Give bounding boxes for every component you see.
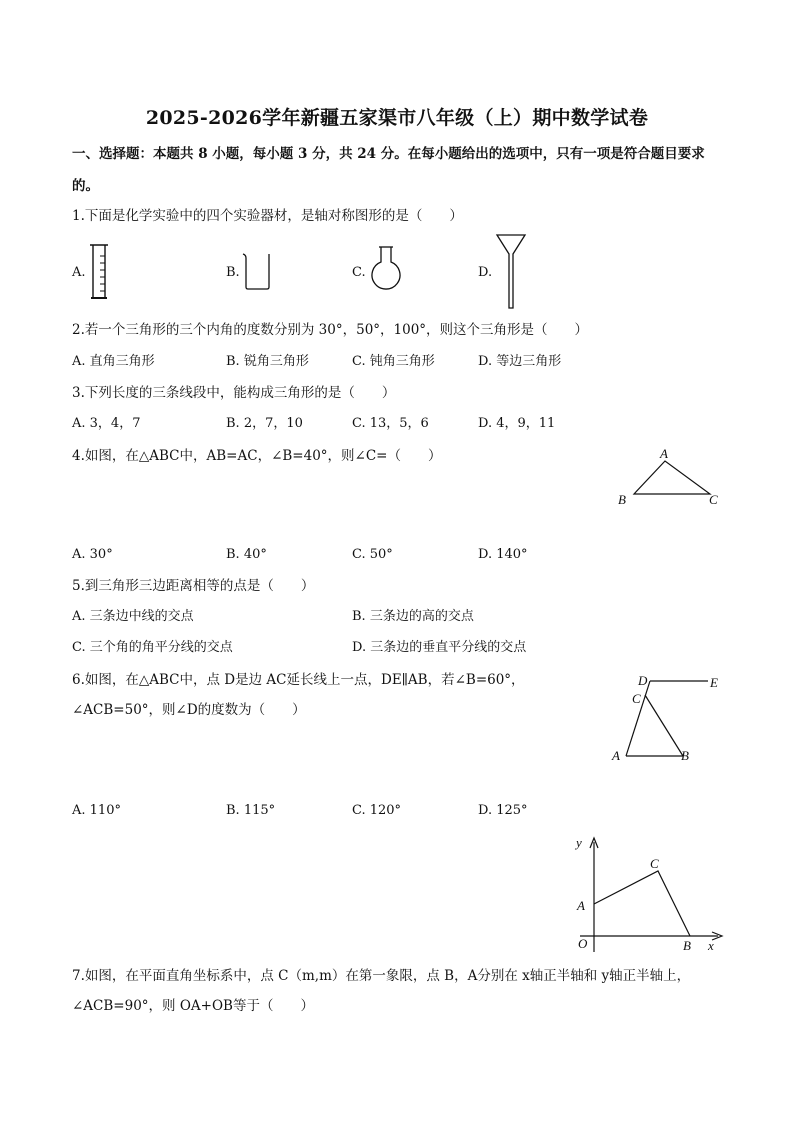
- question-1-stem: 1.下面是化学实验中的四个实验器材，是轴对称图形的是（ ）: [72, 208, 463, 224]
- q6-label-b: B: [681, 748, 689, 763]
- question-3-stem: 3.下列长度的三条线段中，能构成三角形的是（ ）: [72, 385, 396, 401]
- q2-option-a: A. 直角三角形: [72, 354, 155, 369]
- beaker-figure: [240, 250, 274, 292]
- page-title: 2025-2026学年新疆五家渠市八年级（上）期中数学试卷: [145, 107, 649, 129]
- q4-label-c: C: [709, 492, 718, 507]
- q5-option-a: A. 三条边中线的交点: [72, 609, 194, 624]
- q3-option-c: C. 13，5，6: [352, 416, 429, 431]
- q7-label-b: B: [683, 938, 691, 953]
- q1-option-a-label: A.: [72, 265, 86, 280]
- q4-option-a: A. 30°: [72, 547, 113, 562]
- funnel-figure: [494, 232, 528, 312]
- q6-label-c: C: [632, 691, 641, 706]
- q6-label-a: A: [612, 748, 620, 763]
- q5-option-c: C. 三个角的角平分线的交点: [72, 640, 233, 655]
- q7-label-c: C: [650, 856, 659, 871]
- q3-option-d: D. 4，9，11: [478, 416, 556, 431]
- question-7-stem-line2: ∠ACB=90°，则 OA+OB等于（ ）: [72, 998, 314, 1014]
- q1-option-c-label: C.: [352, 265, 366, 280]
- q7-label-x: x: [708, 938, 714, 953]
- section-heading: 一、选择题：本题共 8 小题，每小题 3 分，共 24 分。在每小题给出的选项中，只有一项是符合题目要求: [72, 146, 705, 162]
- q5-option-d: D. 三条边的垂直平分线的交点: [352, 640, 527, 655]
- question-6-stem-line2: ∠ACB=50°，则∠D的度数为（ ）: [72, 702, 306, 718]
- q2-option-d: D. 等边三角形: [478, 354, 562, 369]
- q1-option-d-label: D.: [478, 265, 493, 280]
- q6-triangle-figure: [600, 668, 732, 772]
- q4-option-c: C. 50°: [352, 547, 393, 562]
- question-7-stem-line1: 7.如图，在平面直角坐标系中，点 C（m,m）在第一象限，点 B，A分别在 x轴正半轴和 y轴正半轴上，: [72, 968, 691, 984]
- q1-option-b-label: B.: [226, 265, 240, 280]
- graduated-cylinder-figure: [86, 242, 112, 302]
- q7-label-o: O: [578, 936, 588, 951]
- q6-label-d: D: [638, 673, 648, 688]
- q4-triangle-figure: [610, 444, 730, 510]
- q2-option-c: C. 钝角三角形: [352, 354, 435, 369]
- q6-option-a: A. 110°: [72, 803, 121, 818]
- q7-label-a: A: [577, 898, 585, 913]
- q7-label-y: y: [576, 835, 582, 850]
- question-2-stem: 2.若一个三角形的三个内角的度数分别为 30°，50°，100°，则这个三角形是（ ）: [72, 322, 589, 338]
- q4-option-d: D. 140°: [478, 547, 528, 562]
- q5-option-b: B. 三条边的高的交点: [352, 609, 474, 624]
- q4-label-a: A: [660, 446, 668, 461]
- q6-option-b: B. 115°: [226, 803, 276, 818]
- q3-option-a: A. 3，4，7: [72, 416, 141, 431]
- section-heading-cont: 的。: [72, 178, 99, 194]
- question-5-stem: 5.到三角形三边距离相等的点是（ ）: [72, 578, 315, 594]
- q2-option-b: B. 锐角三角形: [226, 354, 309, 369]
- q4-label-b: B: [618, 492, 626, 507]
- question-4-stem: 4.如图，在△ABC中，AB=AC，∠B=40°，则∠C=（ ）: [72, 448, 442, 464]
- q3-option-b: B. 2，7，10: [226, 416, 303, 431]
- q6-option-c: C. 120°: [352, 803, 402, 818]
- q6-option-d: D. 125°: [478, 803, 528, 818]
- q7-coordinate-figure: [560, 830, 730, 956]
- q4-option-b: B. 40°: [226, 547, 267, 562]
- round-flask-figure: [366, 244, 406, 296]
- question-6-stem-line1: 6.如图，在△ABC中，点 D是边 AC延长线上一点，DE∥AB，若∠B=60°，: [72, 672, 525, 688]
- q6-label-e: E: [710, 675, 718, 690]
